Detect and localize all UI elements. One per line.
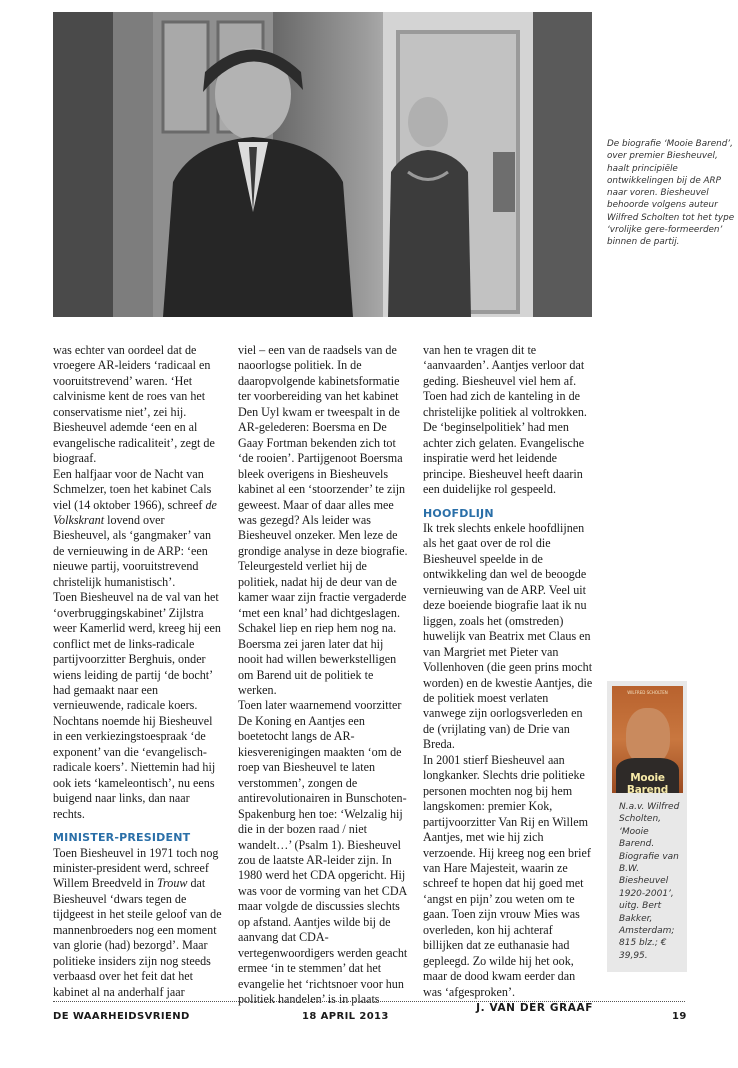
- footer-page-number: 19: [672, 1011, 687, 1022]
- author-byline: J. VAN DER GRAAF: [476, 1002, 593, 1015]
- subheading-minister-president: MINISTER-PRESIDENT: [53, 831, 191, 845]
- book-cover-title: Mooie Barend: [626, 772, 669, 793]
- paragraph: Ik trek slechts enkele hoofdlijnen als het gaat over de rol die Biesheuvel speelde in de ontwikkeling dan wel de beoogde vernieuwing van de ARP. Veel uit deze boeiende biografie laat ik nu liggen, zoals het (omstreden) huwelijk van Beatrix met Claus en van Margriet met Pieter van Vollenhoven (die geen prins mocht worden) en de kwestie Aantjes, die de politiek moest verlaten vanwege zijn oorlogsverleden en de (vrijlating van) de Drie van Breda.: [423, 520, 593, 752]
- newspaper-name: de Volkskrant: [53, 497, 217, 527]
- paragraph: In 2001 stierf Biesheuvel aan longkanker. Slechts drie politieke personen mochten nog bij hem langskomen: premier Kok, partijvoorzitter Van Rij en Willem Aantjes, met wie hij zich verzoende. Hij kreeg nog een brief van Hare Majesteit, waarin ze schreef te hopen dat hij goed met ‘angst en pijn’ zou weten om te gaan. Toen zijn vrouw Mies was overleden, kon hij achteraf billijken dat ze euthanasie had gepleegd. Zo wilde hij het ook, maar de dood kwam eerder dan was ‘afgesproken’.: [423, 752, 591, 999]
- photo-caption: De biografie ‘Mooie Barend’, over premier Biesheuvel, haalt principiële ontwikkelingen bij de ARP naar voren. Biesheuvel behoorde volgens auteur Wilfred Scholten tot het type ‘vrolijke gere-formeerden’ binnen de partij.: [607, 139, 735, 248]
- article-column-1: [53, 343, 223, 1000]
- article-photo: [53, 12, 592, 317]
- subheading-hoofdlijn: HOOFDLIJN: [423, 506, 494, 520]
- paragraph: Toen Biesheuvel na de val van het ‘overbruggingskabinet’ Zijlstra weer Kamerlid werd, kreeg hij een conflict met de links-radicale partijvoorzitter Berghuis, onder wiens leiding de partij ‘de bocht’ had gemaakt naar een vernieuwende, radicale koers. Nochtans noemde hij Biesheuvel in een verkiezingstoespraak ‘de exponent’ van die ‘evangelisch-radicale koers’. Niettemin had hij ook iets ‘kameleontisch’, nu eens buigend naar links, dan naar rechts.: [53, 590, 221, 821]
- article-column-2: [238, 343, 408, 1007]
- footer-date: 18 APRIL 2013: [302, 1011, 389, 1022]
- newspaper-name: Trouw: [156, 876, 188, 891]
- book-info-box: [607, 681, 687, 972]
- paragraph: was echter van oordeel dat de vroegere AR-leiders ‘radicaal en vooruitstrevend’ waren. ‘Het calvinisme kent de roes van het conservatisme niet’, zei hij. Biesheuvel ademde ‘een en al evangelische radicaliteit’, zegt de biograaf.: [53, 343, 215, 466]
- book-caption: N.a.v. Wilfred Scholten, ‘Mooie Barend. Biografie van B.W. Biesheuvel 1920-2001’, uitg. Bert Bakker, Amsterdam; 815 blz.; € 39,95.: [619, 802, 680, 961]
- paragraph: Een halfjaar voor de Nacht van Schmelzer, toen het kabinet Cals viel (14 oktober 1966), schreef de Volkskrant lovend over Biesheuvel, als ‘gangmaker’ van de vernieuwing in de ARP: ‘een nieuwe partij, vooruitstrevend christelijk humanistisch’.: [53, 466, 217, 589]
- footer-divider: [53, 1001, 685, 1002]
- book-cover-author: WILFRED SCHOLTEN: [627, 690, 668, 695]
- book-cover-image: [612, 686, 683, 793]
- paragraph: Toen Biesheuvel in 1971 toch nog minister-president werd, schreef Willem Breedveld in Trouw dat Biesheuvel ‘dwars tegen de tijdgeest in het steile geloof van de mannenbroeders nog een moment van glorie (had) bezorgd’. Maar politieke insiders zijn nog steeds verbaasd over het feit dat het kabinet al na anderhalf jaar: [53, 845, 222, 999]
- paragraph: Toen later waarnemend voorzitter De Koning en Aantjes een boetetocht langs de AR-kiesverenigingen maakten ‘om de roep van Biesheuvel te laten verstommen’, zongen de antirevolutionairen in Bunschoten-Spakenburg hen toe: ‘Welzalig hij die in der bozen raad / niet wandelt…’ (Psalm 1). Biesheuvel zou de laatste AR-leider zijn. In 1980 werd het CDA opgericht. Hij was voor de vorming van het CDA maar volgde de discussies slechts op afstand. Aantjes wilde bij de aanvang dat CDA-vertegenwoordigers werden geacht ermee ‘in te stemmen’ dat het evangelie het ‘richtsnoer voor hun politiek handelen’ is in plaats: [238, 698, 408, 1007]
- paragraph: viel – een van de raadsels van de naoorlogse politiek. In de daaropvolgende kabinetsformatie ter voorbereiding van het kabinet Den Uyl kwam er tweespalt in de AR-gelederen: Boersma en De Gaay Fortman bekenden zich tot ‘de rooien’. Partijgenoot Boersma bleek overigens in Biesheuvels kabinet al een ‘stoorzender’ te zijn geweest. Maar of daar alles mee was gezegd? Als leider was Biesheuvel onzeker. Men leze de grondige analyse in deze biografie. Teleurgesteld verliet hij de politiek, nadat hij de deur van de kamer waar zijn fractie vergaderde ‘met een knal’ had dichtgeslagen. Schakel liep en riep hem nog na. Boersma zei jaren later dat hij nooit had willen bewerkstelligen om Barend uit de politiek te werken.: [238, 343, 408, 697]
- paragraph: van hen te vragen dit te ‘aanvaarden’. Aantjes verloor dat geding. Biesheuvel viel hem af. Toen had zich de kanteling in de christelijke politiek al voltrokken. De ‘beginselpolitiek’ had men achter zich gelaten. Evangelische inspiratie werd het leidende principe. Biesheuvel heeft daarin een duidelijke rol gespeeld.: [423, 343, 587, 497]
- photo-illustration: [53, 12, 592, 317]
- article-column-3: [423, 343, 593, 1016]
- footer-publication: DE WAARHEIDSVRIEND: [53, 1011, 190, 1022]
